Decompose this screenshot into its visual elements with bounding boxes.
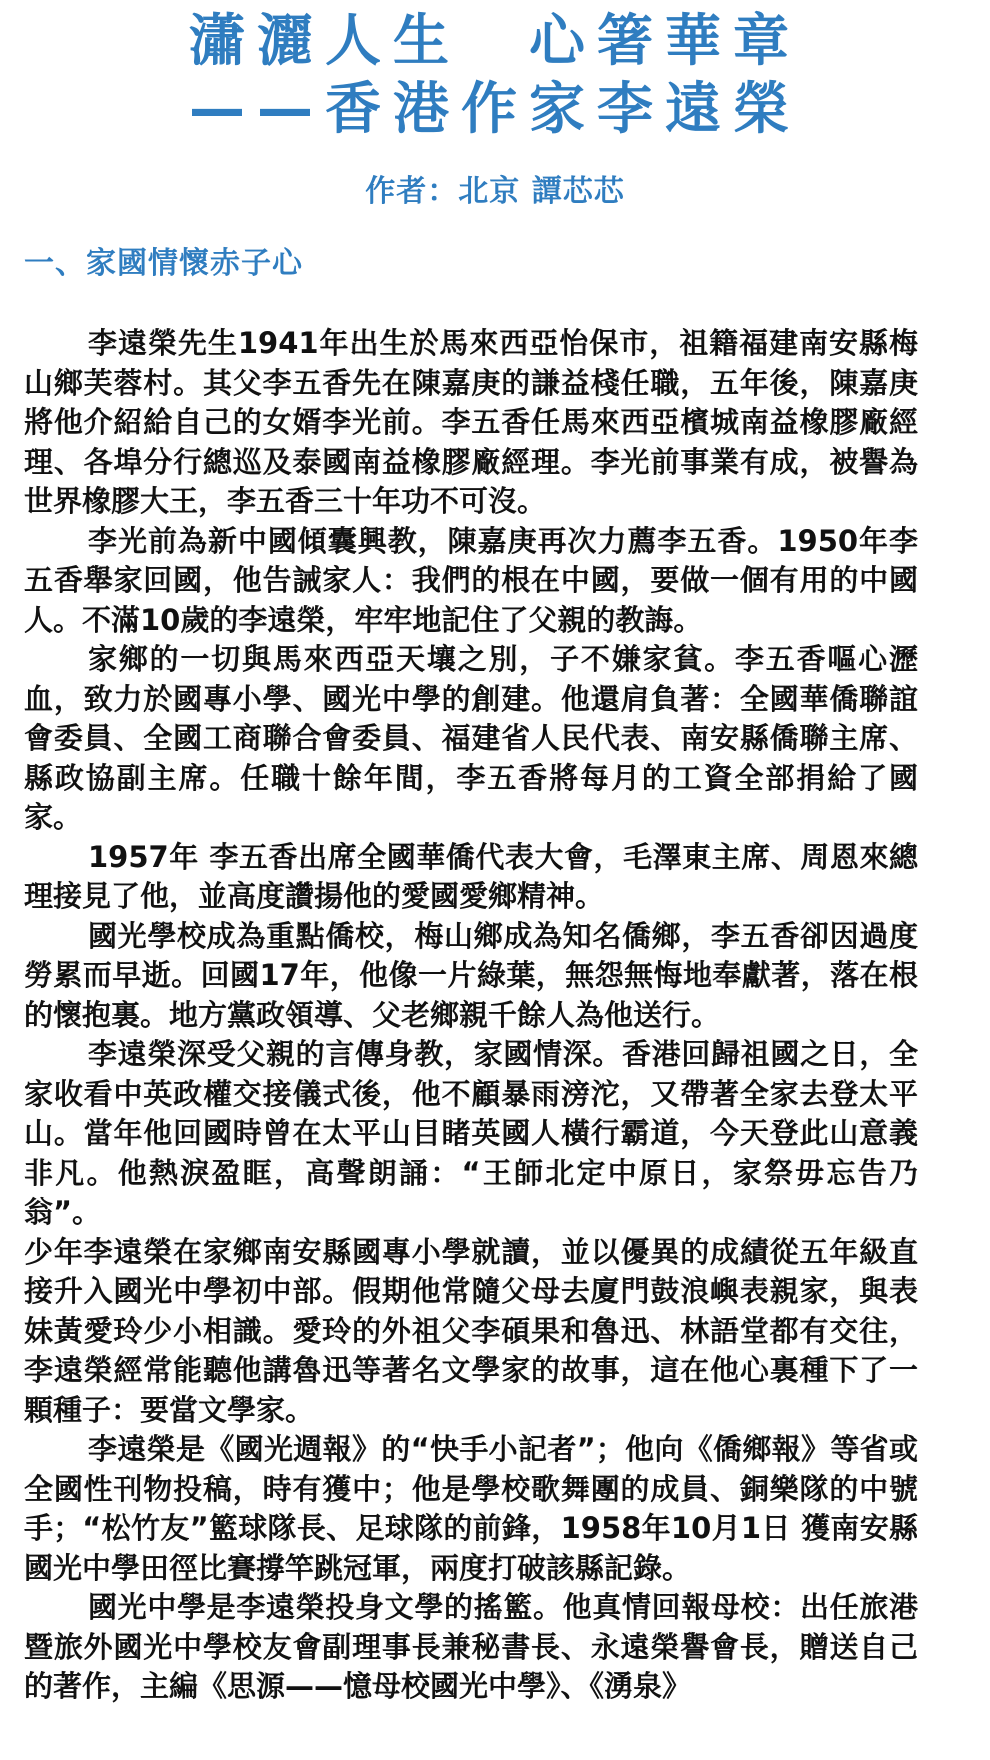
paragraph: 少年李遠榮在家鄉南安縣國專小學就讀，並以優異的成績從五年級直接升入國光中學初中部。假期他常隨父母去廈門鼓浪嶼表親家，與表妹黃愛玲少小相識。愛玲的外祖父李碩果和魯迅、林語堂都有交往，李遠榮經常能聽他講魯迅等著名文學家的故事，這在他心裏種下了一顆種子：要當文學家。 [24, 1234, 918, 1427]
paragraph: 家鄉的一切與馬來西亞天壤之別，子不嫌家貧。李五香嘔心瀝血，致力於國專小學、國光中學的創建。他還肩負著：全國華僑聯誼會委員、全國工商聯合會委員、福建省人民代表、南安縣僑聯主席、縣政協副主席。任職十餘年間，李五香將每月的工資全部捐給了國家。 [24, 642, 918, 834]
paragraph: 國光學校成為重點僑校，梅山鄉成為知名僑鄉，李五香卻因過度勞累而早逝。回國17年，他像一片綠葉，無怨無悔地奉獻著，落在根的懷抱裏。地方黨政領導、父老鄉親千餘人為他送行。 [24, 918, 918, 1032]
title-line-2: ——香港作家李遠榮 [189, 77, 801, 142]
paragraph: 李遠榮先生1941年出生於馬來西亞怡保市，祖籍福建南安縣梅山鄉芙蓉村。其父李五香先在陳嘉庚的謙益棧任職，五年後，陳嘉庚將他介紹給自己的女婿李光前。李五香任馬來西亞檳城南益橡膠廠經理、各埠分行總巡及泰國南益橡膠廠經理。李光前事業有成，被譽為世界橡膠大王，李五香三十年功不可沒。 [24, 326, 918, 518]
article-title [0, 8, 990, 144]
section-heading: 一、家國情懷赤子心 [24, 246, 303, 281]
paragraph: 李光前為新中國傾囊興教，陳嘉庚再次力薦李五香。1950年李五香舉家回國，他告誡家人：我們的根在中國，要做一個有用的中國人。不滿10歲的李遠榮，牢牢地記住了父親的教誨。 [24, 523, 918, 637]
paragraph: 國光中學是李遠榮投身文學的搖籃。他真情回報母校：出任旅港暨旅外國光中學校友會副理事長兼秘書長、永遠榮譽會長，贈送自己的著作，主編《思源——憶母校國光中學》、《湧泉》 [24, 1590, 918, 1703]
author-line: 作者：北京 譚芯芯 [365, 174, 625, 209]
paragraph: 1957年 李五香出席全國華僑代表大會，毛澤東主席、周恩來總理接見了他，並高度讚揚他的愛國愛鄉精神。 [24, 839, 918, 913]
title-line-1: 瀟灑人生 心箸華章 [189, 9, 801, 74]
paragraph: 李遠榮是《國光週報》的“快手小記者”；他向《僑鄉報》等省或全國性刊物投稿，時有獲中；他是學校歌舞團的成員、銅樂隊的中號手；“松竹友”籃球隊長、足球隊的前鋒，1958年10月1日 獲南安縣國光中學田徑比賽撐竿跳冠軍，兩度打破該縣記錄。 [24, 1432, 918, 1585]
article-body [0, 324, 942, 1707]
paragraph: 李遠榮深受父親的言傳身教，家國情深。香港回歸祖國之日，全家收看中英政權交接儀式後，他不顧暴雨滂沱，又帶著全家去登太平山。當年他回國時曾在太平山目睹英國人橫行霸道，今天登此山意義非凡。他熱淚盈眶，高聲朗誦：“王師北定中原日，家祭毋忘告乃翁”。 [24, 1037, 918, 1229]
